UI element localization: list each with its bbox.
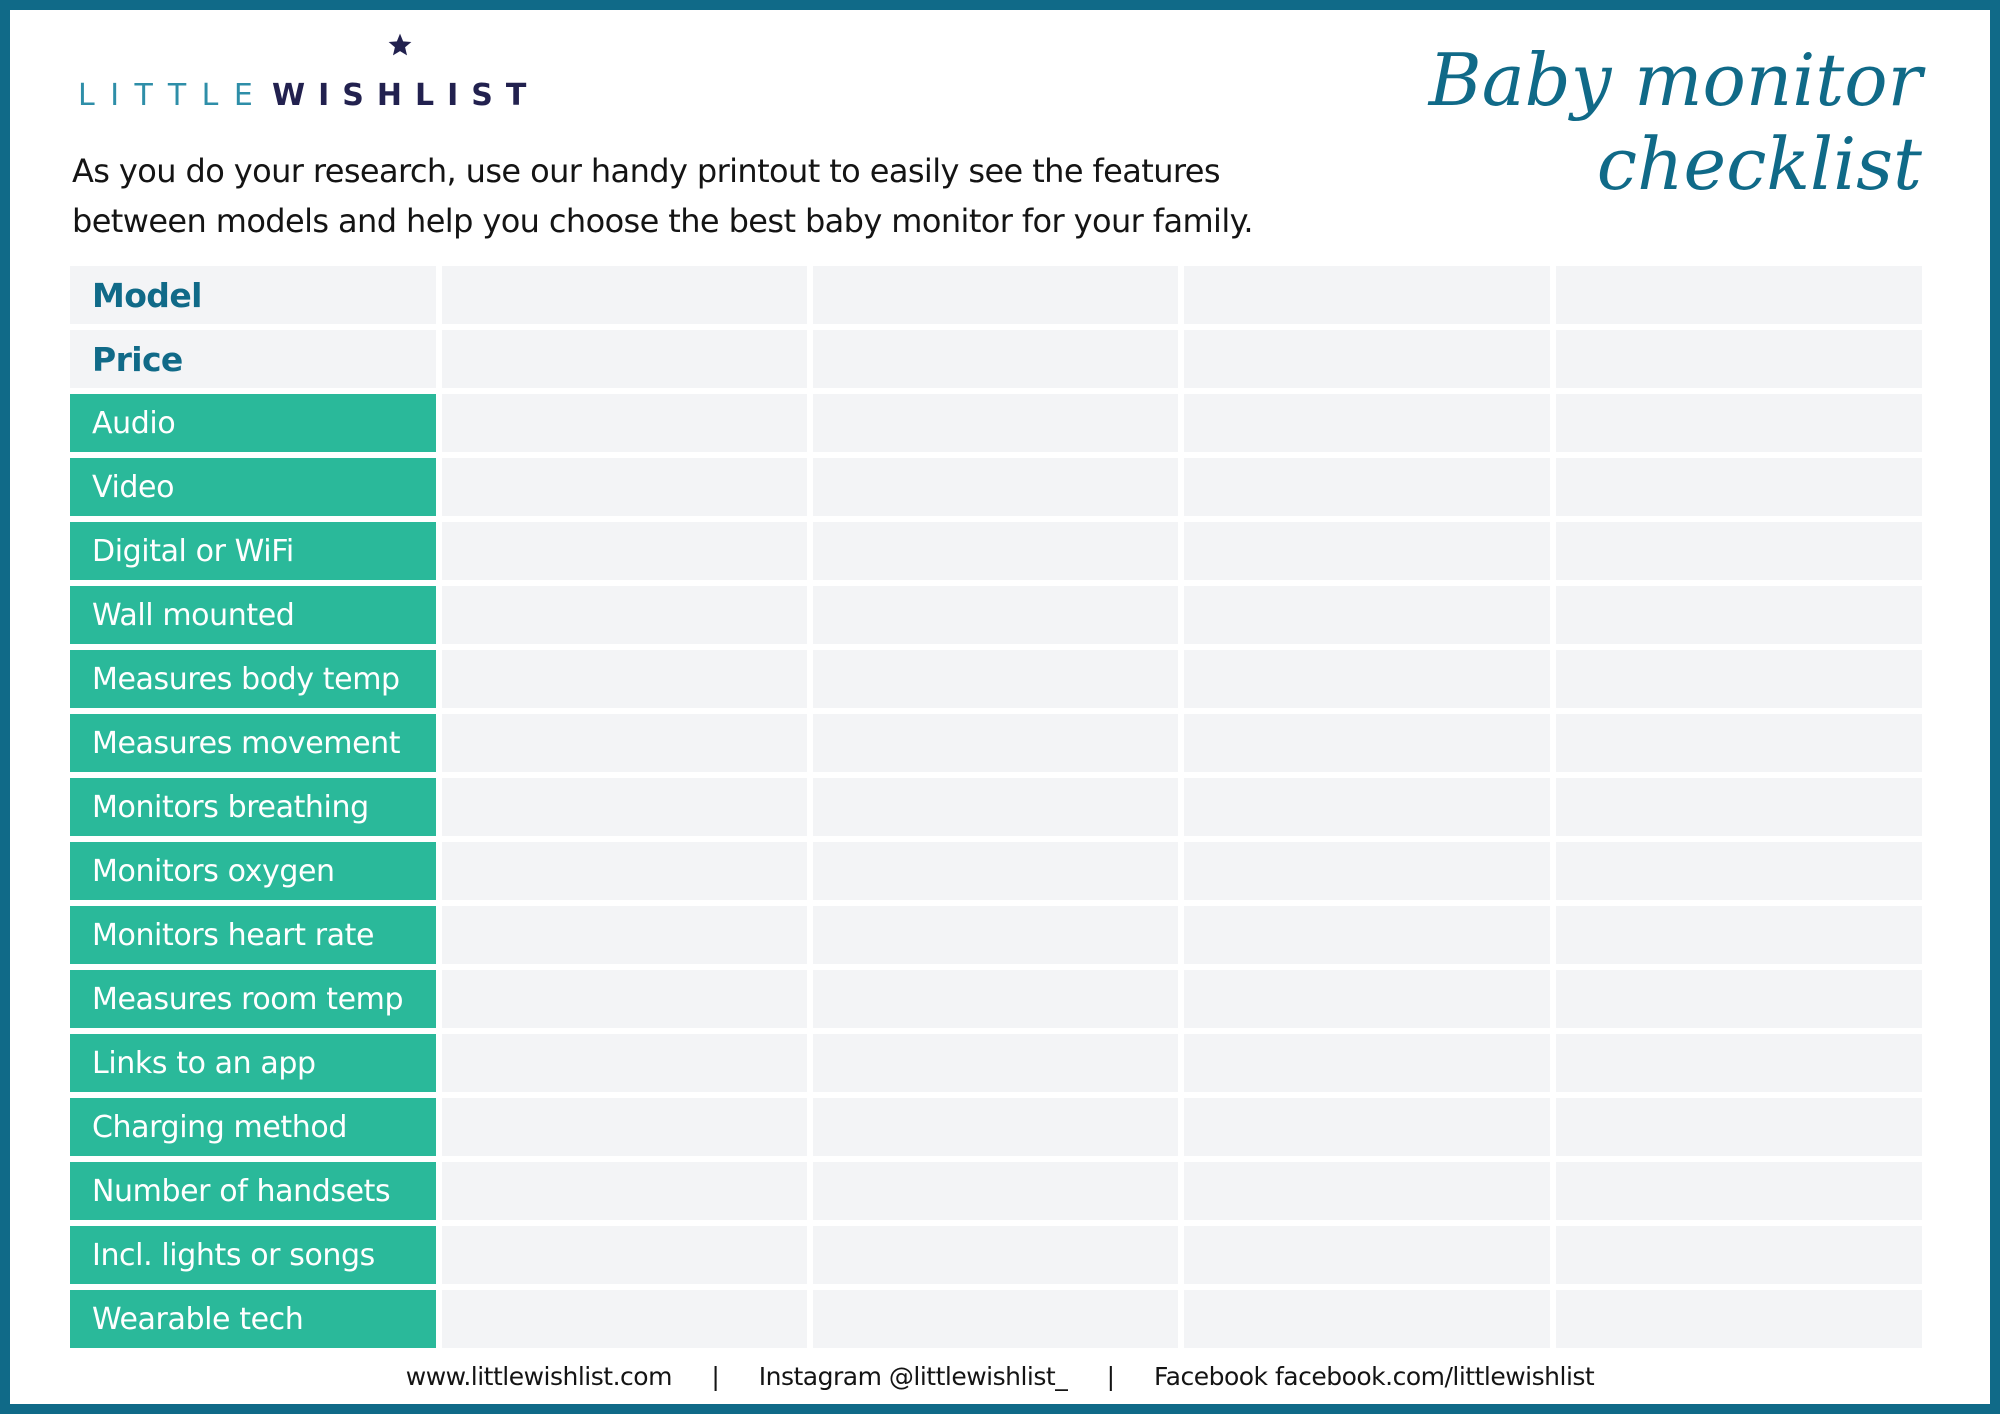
- logo-text-wishlist: WISHLIST: [272, 78, 540, 113]
- cell-wearable-tech-model-4[interactable]: [1556, 1290, 1922, 1348]
- footer-website[interactable]: www.littlewishlist.com: [405, 1362, 672, 1391]
- row-label-wall-mounted: Wall mounted: [70, 586, 436, 644]
- row-label-charging-method: Charging method: [70, 1098, 436, 1156]
- row-label-links-to-an-app: Links to an app: [70, 1034, 436, 1092]
- row-label-monitors-oxygen: Monitors oxygen: [70, 842, 436, 900]
- row-label-model: Model: [70, 266, 436, 324]
- cell-measures-room-temp-model-3[interactable]: [1184, 970, 1550, 1028]
- cell-price-model-4[interactable]: [1556, 330, 1922, 388]
- row-label-monitors-breathing: Monitors breathing: [70, 778, 436, 836]
- row-label-number-of-handsets: Number of handsets: [70, 1162, 436, 1220]
- row-label-measures-room-temp: Measures room temp: [70, 970, 436, 1028]
- cell-monitors-oxygen-model-2[interactable]: [813, 842, 1178, 900]
- row-label-measures-movement: Measures movement: [70, 714, 436, 772]
- cell-incl-lights-or-songs-model-3[interactable]: [1184, 1226, 1550, 1284]
- row-label-video: Video: [70, 458, 436, 516]
- cell-monitors-heart-rate-model-2[interactable]: [813, 906, 1178, 964]
- row-label-measures-body-temp: Measures body temp: [70, 650, 436, 708]
- row-label-monitors-heart-rate: Monitors heart rate: [70, 906, 436, 964]
- cell-measures-movement-model-2[interactable]: [813, 714, 1178, 772]
- row-label-incl-lights-or-songs: Incl. lights or songs: [70, 1226, 436, 1284]
- cell-video-model-3[interactable]: [1184, 458, 1550, 516]
- cell-measures-movement-model-1[interactable]: [442, 714, 807, 772]
- cell-wall-mounted-model-2[interactable]: [813, 586, 1178, 644]
- cell-digital-or-wifi-model-1[interactable]: [442, 522, 807, 580]
- cell-links-to-an-app-model-1[interactable]: [442, 1034, 807, 1092]
- star-icon: [387, 32, 413, 58]
- cell-measures-room-temp-model-1[interactable]: [442, 970, 807, 1028]
- cell-measures-movement-model-4[interactable]: [1556, 714, 1922, 772]
- intro-line-1: As you do your research, use our handy printout to easily see the features: [72, 152, 1220, 190]
- cell-monitors-breathing-model-3[interactable]: [1184, 778, 1550, 836]
- cell-digital-or-wifi-model-3[interactable]: [1184, 522, 1550, 580]
- cell-measures-body-temp-model-1[interactable]: [442, 650, 807, 708]
- cell-video-model-1[interactable]: [442, 458, 807, 516]
- cell-number-of-handsets-model-1[interactable]: [442, 1162, 807, 1220]
- cell-measures-room-temp-model-2[interactable]: [813, 970, 1178, 1028]
- cell-video-model-2[interactable]: [813, 458, 1178, 516]
- footer-separator: |: [711, 1362, 720, 1391]
- cell-digital-or-wifi-model-4[interactable]: [1556, 522, 1922, 580]
- cell-digital-or-wifi-model-2[interactable]: [813, 522, 1178, 580]
- cell-measures-movement-model-3[interactable]: [1184, 714, 1550, 772]
- row-label-digital-or-wifi: Digital or WiFi: [70, 522, 436, 580]
- cell-monitors-breathing-model-4[interactable]: [1556, 778, 1922, 836]
- cell-price-model-3[interactable]: [1184, 330, 1550, 388]
- cell-monitors-oxygen-model-4[interactable]: [1556, 842, 1922, 900]
- cell-wearable-tech-model-2[interactable]: [813, 1290, 1178, 1348]
- cell-links-to-an-app-model-3[interactable]: [1184, 1034, 1550, 1092]
- cell-charging-method-model-2[interactable]: [813, 1098, 1178, 1156]
- row-label-wearable-tech: Wearable tech: [70, 1290, 436, 1348]
- cell-audio-model-4[interactable]: [1556, 394, 1922, 452]
- cell-monitors-oxygen-model-3[interactable]: [1184, 842, 1550, 900]
- title-line-2: checklist: [1596, 122, 1922, 206]
- cell-monitors-oxygen-model-1[interactable]: [442, 842, 807, 900]
- footer-instagram[interactable]: Instagram @littlewishlist_: [758, 1362, 1068, 1391]
- cell-measures-body-temp-model-2[interactable]: [813, 650, 1178, 708]
- intro-text: [72, 146, 1372, 246]
- cell-wall-mounted-model-1[interactable]: [442, 586, 807, 644]
- cell-links-to-an-app-model-4[interactable]: [1556, 1034, 1922, 1092]
- comparison-table: [70, 266, 1922, 1348]
- intro-line-2: between models and help you choose the best baby monitor for your family.: [72, 202, 1253, 240]
- row-label-audio: Audio: [70, 394, 436, 452]
- cell-audio-model-1[interactable]: [442, 394, 807, 452]
- cell-model-model-4[interactable]: [1556, 266, 1922, 324]
- cell-charging-method-model-1[interactable]: [442, 1098, 807, 1156]
- page-title: [1429, 38, 1922, 206]
- cell-charging-method-model-4[interactable]: [1556, 1098, 1922, 1156]
- cell-monitors-breathing-model-1[interactable]: [442, 778, 807, 836]
- cell-monitors-breathing-model-2[interactable]: [813, 778, 1178, 836]
- cell-incl-lights-or-songs-model-4[interactable]: [1556, 1226, 1922, 1284]
- cell-measures-body-temp-model-3[interactable]: [1184, 650, 1550, 708]
- cell-links-to-an-app-model-2[interactable]: [813, 1034, 1178, 1092]
- cell-incl-lights-or-songs-model-1[interactable]: [442, 1226, 807, 1284]
- cell-wearable-tech-model-3[interactable]: [1184, 1290, 1550, 1348]
- cell-incl-lights-or-songs-model-2[interactable]: [813, 1226, 1178, 1284]
- footer-facebook[interactable]: Facebook facebook.com/littlewishlist: [1154, 1362, 1595, 1391]
- logo-text-little: LITTLE: [78, 78, 269, 113]
- cell-number-of-handsets-model-4[interactable]: [1556, 1162, 1922, 1220]
- cell-number-of-handsets-model-3[interactable]: [1184, 1162, 1550, 1220]
- cell-price-model-1[interactable]: [442, 330, 807, 388]
- cell-price-model-2[interactable]: [813, 330, 1178, 388]
- footer-separator: |: [1106, 1362, 1115, 1391]
- cell-model-model-1[interactable]: [442, 266, 807, 324]
- cell-wearable-tech-model-1[interactable]: [442, 1290, 807, 1348]
- cell-wall-mounted-model-3[interactable]: [1184, 586, 1550, 644]
- cell-number-of-handsets-model-2[interactable]: [813, 1162, 1178, 1220]
- cell-model-model-2[interactable]: [813, 266, 1178, 324]
- cell-audio-model-2[interactable]: [813, 394, 1178, 452]
- cell-monitors-heart-rate-model-1[interactable]: [442, 906, 807, 964]
- cell-wall-mounted-model-4[interactable]: [1556, 586, 1922, 644]
- footer: [0, 1362, 2000, 1391]
- cell-measures-body-temp-model-4[interactable]: [1556, 650, 1922, 708]
- cell-monitors-heart-rate-model-4[interactable]: [1556, 906, 1922, 964]
- cell-charging-method-model-3[interactable]: [1184, 1098, 1550, 1156]
- row-label-price: Price: [70, 330, 436, 388]
- cell-model-model-3[interactable]: [1184, 266, 1550, 324]
- cell-video-model-4[interactable]: [1556, 458, 1922, 516]
- cell-measures-room-temp-model-4[interactable]: [1556, 970, 1922, 1028]
- title-line-1: Baby monitor: [1428, 38, 1922, 122]
- cell-monitors-heart-rate-model-3[interactable]: [1184, 906, 1550, 964]
- cell-audio-model-3[interactable]: [1184, 394, 1550, 452]
